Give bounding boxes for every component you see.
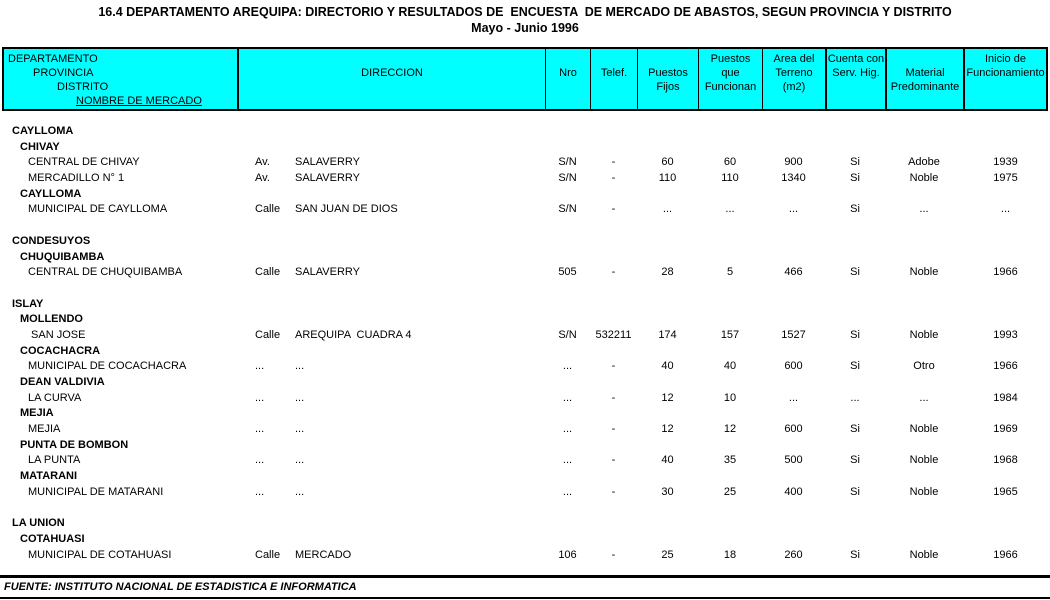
cell-telef: - xyxy=(611,156,616,169)
cell-inicio: ... xyxy=(1000,203,1011,216)
district-name: DEAN VALDIVIA xyxy=(20,376,105,388)
cell-area-terreno: 500 xyxy=(784,454,803,467)
table-row-district xyxy=(2,140,1048,156)
cell-nro: ... xyxy=(562,485,573,498)
street-name: SAN JUAN DE DIOS xyxy=(295,203,398,216)
cell-puestos-fijos: 60 xyxy=(661,156,674,169)
header-col-departamento xyxy=(4,49,237,109)
cell-material: Noble xyxy=(909,485,939,498)
table-row-market xyxy=(2,171,1048,187)
header-label-fijos: Fijos xyxy=(656,81,680,93)
direccion-cell xyxy=(237,485,545,501)
cell-serv-hig: Si xyxy=(850,454,860,467)
market-name: CENTRAL DE CHUQUIBAMBA xyxy=(28,266,183,279)
header-label-nro: Nro xyxy=(559,67,577,79)
table-row-district xyxy=(2,469,1048,485)
header-col-nro xyxy=(545,49,590,109)
direccion-cell xyxy=(237,202,545,218)
cell-area-terreno: 260 xyxy=(784,548,803,561)
table-row-district xyxy=(2,532,1048,548)
cell-telef: - xyxy=(611,172,616,185)
cell-puestos-fijos: 12 xyxy=(661,423,674,436)
cell-area-terreno: 600 xyxy=(784,360,803,373)
district-name: COTAHUASI xyxy=(20,532,85,545)
cell-inicio: 1965 xyxy=(993,485,1018,498)
cell-inicio: 1968 xyxy=(993,454,1018,467)
cell-puestos-funcionan: 18 xyxy=(723,548,737,561)
cell-nro: ... xyxy=(562,391,573,404)
cell-nro: S/N xyxy=(558,156,577,169)
table-row-district xyxy=(2,406,1048,422)
header-label-funcionan: Funcionan xyxy=(704,81,757,93)
direccion-cell xyxy=(237,265,545,281)
table-body xyxy=(2,111,1048,563)
page-subtitle: Mayo - Junio 1996 xyxy=(471,21,579,35)
cell-area-terreno: ... xyxy=(788,203,799,216)
table-row-province xyxy=(2,516,1048,532)
cell-serv-hig: Si xyxy=(850,266,860,279)
spacer-row xyxy=(2,218,1048,234)
table-row-market xyxy=(2,391,1048,407)
via-type: ... xyxy=(255,391,265,404)
direccion-cell xyxy=(237,548,545,564)
header-col-puestos-fijos xyxy=(637,49,698,109)
street-name: SALAVERRY xyxy=(295,156,361,169)
direccion-cell xyxy=(237,391,545,407)
cell-puestos-funcionan: 10 xyxy=(723,391,737,404)
direccion-cell xyxy=(237,453,545,469)
header-label-cuenta-con: Cuenta con xyxy=(827,53,885,65)
cell-material: Noble xyxy=(909,423,939,436)
direccion-cell xyxy=(237,328,545,344)
footer-thick-rule xyxy=(0,575,1050,578)
via-type: Calle xyxy=(255,548,281,561)
cell-nro: ... xyxy=(562,454,573,467)
cell-puestos-funcionan: 35 xyxy=(723,454,737,467)
market-name: MUNICIPAL DE MATARANI xyxy=(28,485,164,498)
cell-material: ... xyxy=(919,391,929,404)
cell-puestos-funcionan: 60 xyxy=(723,156,737,169)
cell-puestos-fijos: 174 xyxy=(658,328,677,341)
direccion-cell xyxy=(237,155,545,171)
cell-serv-hig: Si xyxy=(850,423,860,436)
cell-puestos-funcionan: 5 xyxy=(726,266,734,279)
cell-puestos-fijos: ... xyxy=(662,203,673,216)
market-name: SAN JOSE xyxy=(28,328,86,341)
header-label-puestos2: Puestos xyxy=(710,53,751,65)
cell-serv-hig: Si xyxy=(850,328,860,341)
header-label-que: que xyxy=(721,67,740,79)
cell-inicio: 1993 xyxy=(993,328,1018,341)
table-row-district xyxy=(2,312,1048,328)
direccion-cell xyxy=(237,359,545,375)
table-row-district xyxy=(2,438,1048,454)
via-type: ... xyxy=(255,360,265,373)
cell-serv-hig: Si xyxy=(850,203,860,216)
header-label-material: Material xyxy=(905,67,945,79)
table-row-district xyxy=(2,344,1048,360)
cell-serv-hig: Si xyxy=(850,172,860,185)
cell-serv-hig: Si xyxy=(850,485,860,498)
direccion-cell xyxy=(237,422,545,438)
via-type: Calle xyxy=(255,203,281,216)
market-name: MUNICIPAL DE COTAHUASI xyxy=(28,548,172,561)
province-name: CONDESUYOS xyxy=(12,234,91,247)
direccion-cell xyxy=(237,171,545,187)
street-name: ... xyxy=(295,391,305,404)
footer-thin-rule xyxy=(0,597,1050,599)
cell-telef: - xyxy=(611,454,616,467)
header-line-departamento: DEPARTAMENTO xyxy=(8,53,98,65)
via-type: ... xyxy=(255,423,265,436)
cell-area-terreno: 466 xyxy=(784,266,803,279)
district-name: PUNTA DE BOMBON xyxy=(20,438,129,451)
header-label-funcionamiento: Funcionamiento xyxy=(966,67,1045,79)
district-name: CHUQUIBAMBA xyxy=(20,250,105,263)
header-line-provincia: PROVINCIA xyxy=(33,67,94,79)
table-row-market xyxy=(2,202,1048,218)
header-col-inicio xyxy=(963,49,1046,109)
cell-puestos-funcionan: 25 xyxy=(723,485,737,498)
cell-serv-hig: Si xyxy=(850,360,860,373)
cell-material: Noble xyxy=(909,328,939,341)
cell-nro: S/N xyxy=(558,172,577,185)
cell-area-terreno: 900 xyxy=(784,156,803,169)
table-row-market xyxy=(2,453,1048,469)
cell-telef: - xyxy=(611,548,616,561)
province-name: ISLAY xyxy=(12,297,44,310)
cell-nro: S/N xyxy=(558,203,577,216)
page-title: 16.4 DEPARTAMENTO AREQUIPA: DIRECTORIO Y RESULTADOS DE ENCUESTA DE MERCADO DE ABASTOS, SEGUN PROVINCIA Y DISTRITO xyxy=(98,5,952,19)
header-col-puestos-que-funcionan xyxy=(698,49,762,109)
cell-material: Noble xyxy=(909,454,939,467)
table-row-market xyxy=(2,265,1048,281)
street-name: SALAVERRY xyxy=(295,172,361,185)
cell-puestos-fijos: 25 xyxy=(661,548,674,561)
cell-material: Adobe xyxy=(908,156,940,169)
market-name: LA CURVA xyxy=(28,391,82,404)
market-name: LA PUNTA xyxy=(28,454,81,467)
cell-inicio: 1939 xyxy=(993,156,1018,169)
province-name: LA UNION xyxy=(12,517,65,530)
table-row-market xyxy=(2,359,1048,375)
cell-nro: 505 xyxy=(558,266,577,279)
header-label-predominante: Predominante xyxy=(890,81,960,93)
cell-telef: - xyxy=(611,203,616,216)
header-label-terreno: Terreno xyxy=(775,67,813,79)
header-col-serv-hig xyxy=(825,49,885,109)
street-name: ... xyxy=(295,360,305,373)
table-header-row xyxy=(2,47,1048,111)
street-name: ... xyxy=(295,423,305,436)
cell-inicio: 1969 xyxy=(993,423,1018,436)
street-name: AREQUIPA CUADRA 4 xyxy=(295,328,412,341)
markets-table xyxy=(2,47,1048,563)
cell-puestos-fijos: 12 xyxy=(661,391,674,404)
spacer-row xyxy=(2,501,1048,517)
province-name: CAYLLOMA xyxy=(12,125,74,137)
via-type: ... xyxy=(255,454,265,467)
street-name: ... xyxy=(295,485,305,498)
header-label-puestos: Puestos xyxy=(648,67,688,79)
cell-puestos-fijos: 28 xyxy=(661,266,674,279)
cell-telef: - xyxy=(611,360,616,373)
table-row-market xyxy=(2,485,1048,501)
via-type: Av. xyxy=(255,172,270,185)
district-name: CHIVAY xyxy=(20,140,60,153)
district-name: MOLLENDO xyxy=(20,313,83,326)
cell-nro: ... xyxy=(562,423,573,436)
cell-serv-hig: Si xyxy=(850,156,860,169)
table-row-province xyxy=(2,297,1048,313)
market-name: MEJIA xyxy=(28,423,61,436)
cell-nro: ... xyxy=(562,360,573,373)
via-type: ... xyxy=(255,485,265,498)
header-col-material xyxy=(885,49,963,109)
cell-inicio: 1966 xyxy=(993,360,1018,373)
cell-serv-hig: Si xyxy=(850,548,860,561)
cell-telef: - xyxy=(611,391,616,404)
table-row-market xyxy=(2,155,1048,171)
table-row-market xyxy=(2,548,1048,564)
cell-puestos-funcionan: 12 xyxy=(723,423,737,436)
market-name: CENTRAL DE CHIVAY xyxy=(28,156,140,169)
cell-inicio: 1984 xyxy=(993,391,1018,404)
source-note: FUENTE: INSTITUTO NACIONAL DE ESTADISTICA E INFORMATICA xyxy=(4,581,357,593)
header-label-telef: Telef. xyxy=(600,67,628,79)
district-name: COCACHACRA xyxy=(20,344,101,357)
table-row-district xyxy=(2,375,1048,391)
cell-puestos-fijos: 110 xyxy=(658,172,677,185)
via-type: Av. xyxy=(255,156,270,169)
header-col-direccion xyxy=(237,49,545,109)
cell-material: Noble xyxy=(909,266,939,279)
cell-puestos-funcionan: ... xyxy=(725,203,735,216)
cell-area-terreno: ... xyxy=(788,391,799,404)
street-name: MERCADO xyxy=(295,548,352,561)
cell-nro: 106 xyxy=(558,548,577,561)
table-row-province xyxy=(2,124,1048,140)
table-row-district xyxy=(2,250,1048,266)
cell-puestos-funcionan: 110 xyxy=(721,172,739,185)
cell-material: ... xyxy=(919,203,929,216)
cell-puestos-fijos: 40 xyxy=(661,454,674,467)
spacer-row xyxy=(2,281,1048,297)
cell-telef: - xyxy=(611,266,616,279)
cell-telef: - xyxy=(611,423,616,436)
header-col-telef xyxy=(590,49,637,109)
cell-material: Noble xyxy=(909,172,939,185)
street-name: SALAVERRY xyxy=(295,266,361,279)
cell-puestos-fijos: 40 xyxy=(661,360,674,373)
table-row-province xyxy=(2,234,1048,250)
header-label-area-del: Area del xyxy=(773,53,815,65)
cell-inicio: 1975 xyxy=(993,172,1018,185)
header-label-direccion: DIRECCION xyxy=(361,67,423,79)
cell-inicio: 1966 xyxy=(993,548,1018,561)
cell-nro: S/N xyxy=(558,328,577,341)
cell-area-terreno: 600 xyxy=(784,423,803,436)
cell-puestos-funcionan: 40 xyxy=(723,360,737,373)
cell-area-terreno: 1340 xyxy=(781,172,806,185)
table-row-market xyxy=(2,422,1048,438)
cell-telef: - xyxy=(611,485,616,498)
district-name: CAYLLOMA xyxy=(20,187,82,200)
header-line-distrito: DISTRITO xyxy=(57,81,109,93)
header-line-nombre-de-mercado: NOMBRE DE MERCADO xyxy=(76,95,202,107)
header-label-inicio-de: Inicio de xyxy=(985,53,1026,65)
header-label-serv-hig: Serv. Hig. xyxy=(832,67,880,79)
cell-material: Otro xyxy=(913,360,935,373)
cell-area-terreno: 400 xyxy=(784,485,803,498)
header-col-area-terreno xyxy=(762,49,825,109)
district-name: MATARANI xyxy=(20,470,78,483)
table-row-district xyxy=(2,187,1048,203)
cell-telef: 532211 xyxy=(595,328,632,341)
header-label-m2: (m2) xyxy=(782,81,806,93)
market-name: MUNICIPAL DE CAYLLOMA xyxy=(28,203,168,216)
cell-puestos-fijos: 30 xyxy=(661,485,674,498)
street-name: ... xyxy=(295,454,305,467)
via-type: Calle xyxy=(255,328,281,341)
market-name: MUNICIPAL DE COCACHACRA xyxy=(28,360,187,373)
via-type: Calle xyxy=(255,266,281,279)
cell-inicio: 1966 xyxy=(993,266,1018,279)
cell-area-terreno: 1527 xyxy=(781,328,806,341)
cell-puestos-funcionan: 157 xyxy=(720,328,740,341)
cell-material: Noble xyxy=(909,548,939,561)
district-name: MEJIA xyxy=(20,407,54,420)
table-row-market xyxy=(2,328,1048,344)
cell-serv-hig: ... xyxy=(850,391,860,404)
market-name: MERCADILLO N° 1 xyxy=(28,172,125,185)
